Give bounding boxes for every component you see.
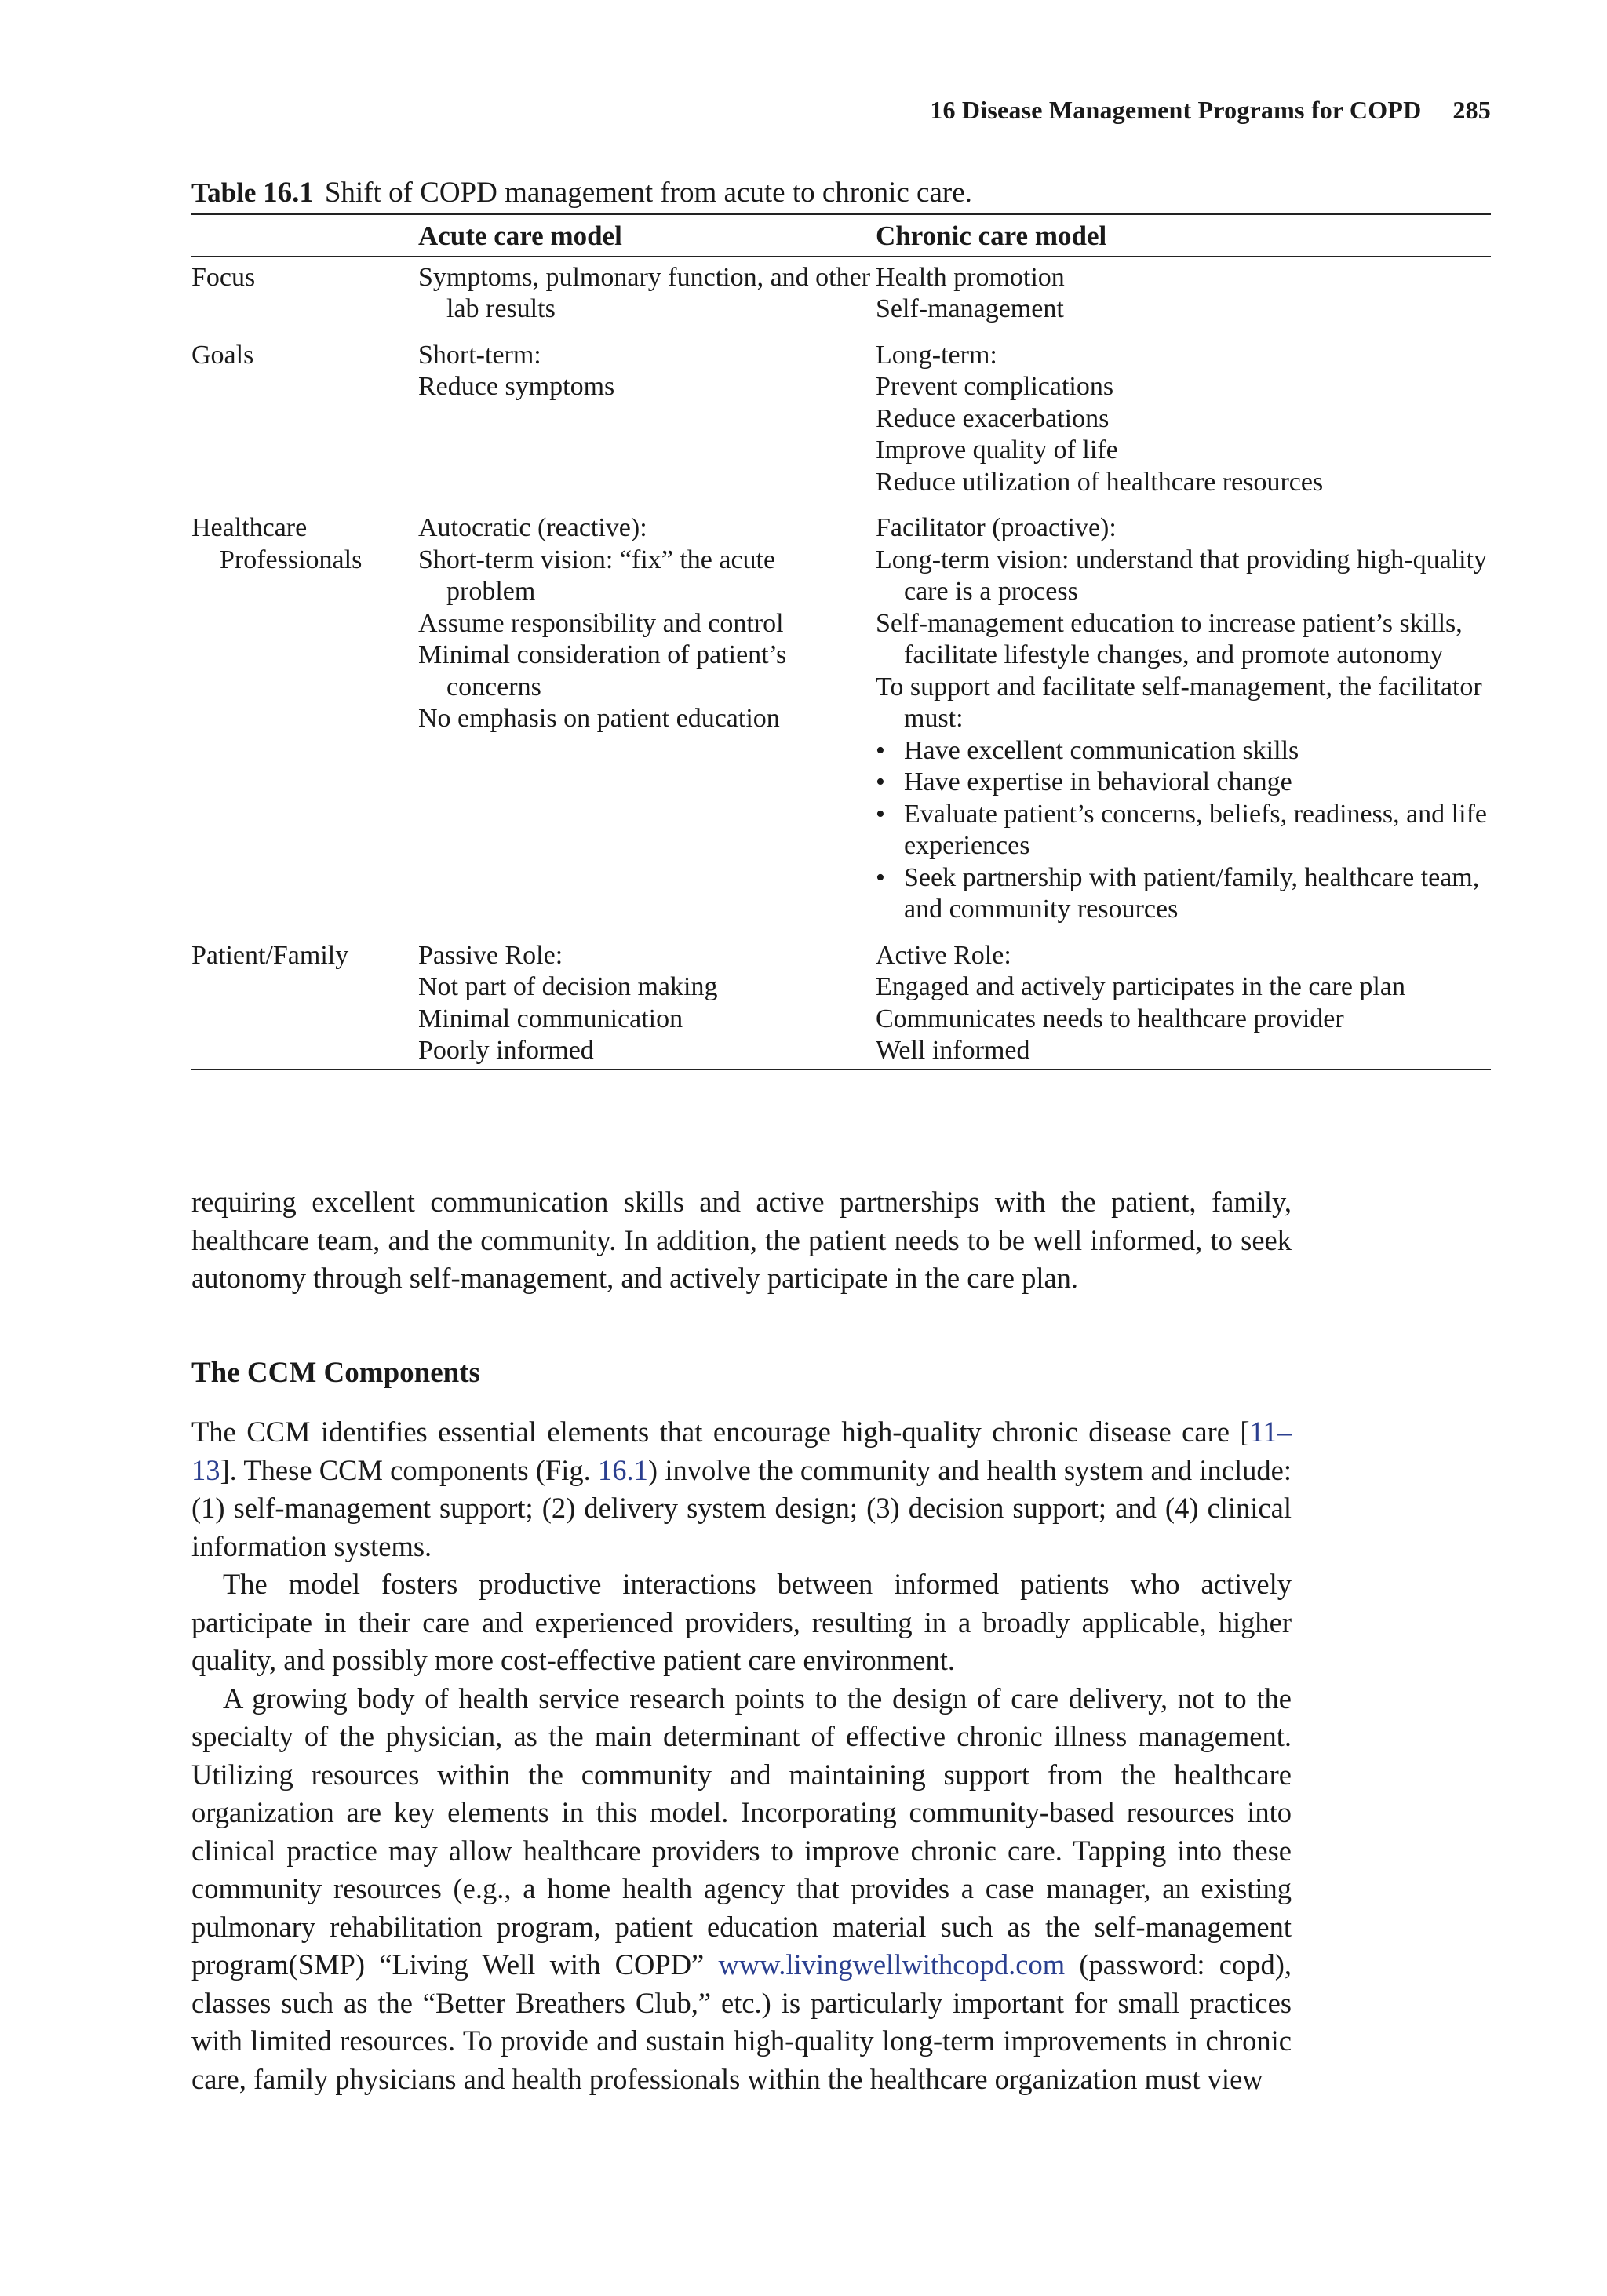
row-label: Goals [191,340,254,370]
chapter-title: 16 Disease Management Programs for COPD [930,96,1422,124]
table-row [191,257,1491,332]
section-heading: The CCM Components [191,1357,480,1389]
bullet-icon: • [876,799,885,829]
table-cell-line: Reduce exacerbations [876,403,1110,433]
table-cell-line: Well informed [876,1036,1030,1065]
table-cell-line: Short-term vision: “fix” the acute problem [418,545,776,606]
table-cell-line: Facilitator (proactive): [876,513,1117,542]
paragraph: A growing body of health service research points to the design of care delivery, not to the specialty of the physician, as the main determinant of effective chronic illness management. Utilizing resources within the community and maintaining support from the healthcare organization are key elements in this model. Incorporating community-based resources into clinical practice may allow healthcare providers to improve chronic care. Tapping into these community resources (e.g., a home health agency that provides a case manager, an existing pulmonary rehabilitation program, patient education material such as the self-management program(SMP) “Living Well with COPD” www.livingwellwithcopd.com (password: copd), classes such as the “Better Breathers Club,” etc.) is particularly important for small practices with limited resources. To provide and sustain high-quality long-term improvements in chronic care, family physicians and health professionals within the healthcare organization must view [191,1682,1292,2095]
table-label: Table 16.1 [191,177,314,209]
column-header: Chronic care model [876,214,1491,257]
running-header [930,96,1491,125]
table-cell-line: Engaged and actively participates in the care plan [876,972,1405,1001]
bullet-item: • Have expertise in behavioral change [876,767,1491,799]
table-cell-line: Autocratic (reactive): [418,513,647,542]
table-cell-line: Minimal communication [418,1004,683,1033]
bullet-item: • Have excellent communication skills [876,735,1491,767]
page-number: 285 [1452,96,1491,124]
table-cell-line: Not part of decision making [418,972,718,1001]
table-cell-line: Improve quality of life [876,436,1118,465]
column-header [191,214,418,257]
table-cell-line: Long-term: [876,340,997,370]
table-cell-line: To support and facilitate self-management, the facilitator must: [876,672,1482,733]
table-header-row [191,214,1491,257]
table-cell-line: Communicates needs to healthcare provider [876,1004,1344,1033]
table-cell-line: Reduce utilization of healthcare resources [876,467,1324,497]
bullet-icon: • [876,767,885,796]
table-cell-line: Poorly informed [418,1036,594,1065]
table-cell-line: No emphasis on patient education [418,704,780,733]
table-row [191,932,1491,1070]
row-label: Healthcare Professionals [191,513,363,574]
table-cell-line: Assume responsibility and control [418,608,784,638]
table-cell-line: Long-term vision: understand that providing high-quality care is a process [876,545,1488,606]
paragraph: The model fosters productive interactions between informed patients who actively participate in their care and experienced providers, resulting in a broadly applicable, higher quality, and possibly more cost-effective patient care environment. [191,1568,1292,1676]
table-cell-line: Minimal consideration of patient’s concerns [418,640,787,702]
table-cell-line: Active Role: [876,940,1011,970]
table [191,213,1491,1070]
table-row [191,505,1491,932]
paragraph: The CCM identifies essential elements that encourage high-quality chronic disease care [11–13]. These CCM components (Fig. 16.1) involve the community and health system and include: (1) self-management support; (2) delivery system design; (3) decision support; and (4) clinical information systems. [191,1416,1292,1562]
table-cell-line: Short-term: [418,340,541,370]
bullet-icon: • [876,735,885,765]
section-body [191,1413,1292,2098]
table-cell-line: Self-management education to increase patient’s skills, facilitate lifestyle changes, and promote autonomy [876,608,1463,669]
table-row [191,332,1491,505]
reference-link[interactable]: 11–13 [191,1416,1292,1486]
table-cell-line: Symptoms, pulmonary function, and other lab results [418,262,871,323]
column-header: Acute care model [418,214,876,257]
bullet-item: • Seek partnership with patient/family, healthcare team, and community resources [876,862,1480,924]
table-cell-line: Self-management [876,294,1064,323]
row-label: Focus [191,262,256,292]
table-cell-line: Passive Role: [418,940,563,970]
bullet-item: • Evaluate patient’s concerns, beliefs, readiness, and life experiences [876,799,1487,860]
bullet-icon: • [876,862,885,892]
table-caption [191,176,972,210]
table-cell-line: Reduce symptoms [418,372,615,401]
continued-paragraph [191,1183,1292,1298]
website-link[interactable]: www.livingwellwithcopd.com [718,1948,1066,1981]
figure-link[interactable]: 16.1 [598,1453,648,1486]
table-cell-line: Prevent complications [876,372,1114,401]
table-caption-text: Shift of COPD management from acute to chronic care. [324,177,972,209]
table-cell-line: Health promotion [876,262,1065,292]
row-label: Patient/Family [191,940,349,970]
paragraph: requiring excellent communication skills and active partnerships with the patient, family, healthcare team, and the community. In addition, the patient needs to be well informed, to seek autonomy through self-management, and actively participate in the care plan. [191,1186,1292,1294]
